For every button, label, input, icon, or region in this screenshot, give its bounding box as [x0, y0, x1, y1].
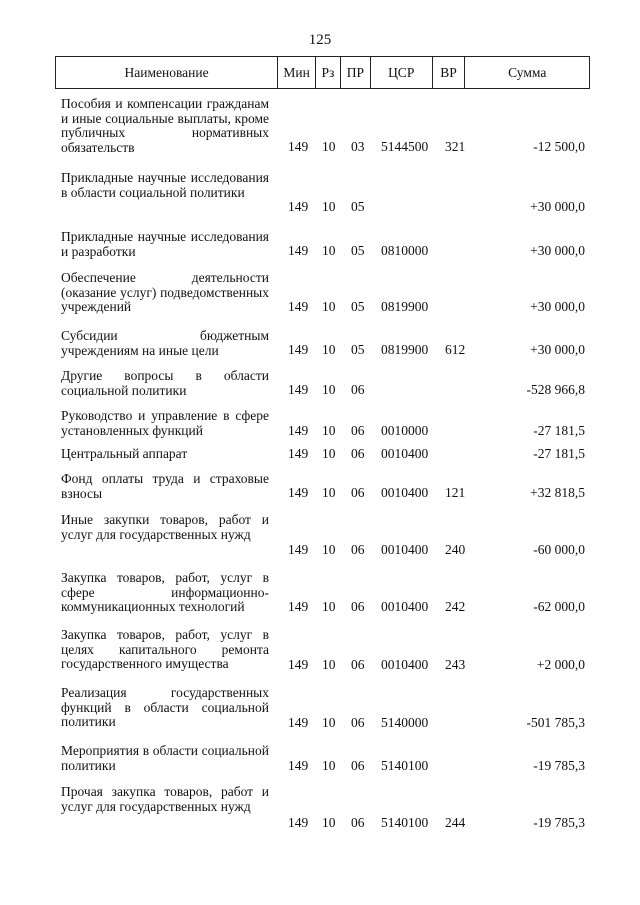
row-min: 149 [288, 715, 309, 731]
row-sum: -12 500,0 [533, 139, 585, 155]
row-sum: +30 000,0 [530, 243, 585, 259]
row-rz: 10 [322, 299, 336, 315]
row-pr: 06 [351, 599, 365, 615]
row-sum: -19 785,3 [533, 758, 585, 774]
row-rz: 10 [322, 446, 336, 462]
row-sum: -27 181,5 [533, 446, 585, 462]
header-csr: ЦСР [370, 57, 432, 88]
row-rz: 10 [322, 485, 336, 501]
row-pr: 06 [351, 485, 365, 501]
row-sum: +2 000,0 [536, 657, 585, 673]
row-min: 149 [288, 446, 309, 462]
row-vr: 243 [445, 657, 466, 673]
row-name: Прикладные научные исследования и разработки [61, 229, 269, 259]
header-sum: Сумма [464, 57, 589, 88]
row-vr: 612 [445, 342, 466, 358]
row-csr: 5144500 [381, 139, 429, 155]
table-row [0, 472, 640, 501]
row-sum: -27 181,5 [533, 423, 585, 439]
row-csr: 0010000 [381, 423, 429, 439]
row-rz: 10 [322, 715, 336, 731]
row-sum: -60 000,0 [533, 542, 585, 558]
row-min: 149 [288, 423, 309, 439]
row-name: Фонд оплаты труда и страховые взносы [61, 471, 269, 501]
row-name: Реализация государственных функций в области социальной политики [61, 685, 269, 730]
row-sum: -62 000,0 [533, 599, 585, 615]
row-name: Прочая закупка товаров, работ и услуг для государственных нужд [61, 784, 269, 814]
table-row [0, 369, 640, 398]
row-rz: 10 [322, 599, 336, 615]
row-csr: 0010400 [381, 599, 429, 615]
row-sum: +30 000,0 [530, 299, 585, 315]
row-sum: +30 000,0 [530, 342, 585, 358]
row-csr: 0819900 [381, 299, 429, 315]
row-min: 149 [288, 199, 309, 215]
row-name: Закупка товаров, работ, услуг в сфере информационно-коммуникационных технологий [61, 570, 269, 615]
row-min: 149 [288, 243, 309, 259]
row-name: Другие вопросы в области социальной политики [61, 368, 269, 398]
row-rz: 10 [322, 243, 336, 259]
table-row [0, 744, 640, 774]
header-min: Мин [277, 57, 315, 88]
row-name: Прикладные научные исследования в области социальной политики [61, 170, 269, 200]
row-name: Обеспечение деятельности (оказание услуг) подведомственных учреждений [61, 270, 269, 315]
row-rz: 10 [322, 657, 336, 673]
row-min: 149 [288, 542, 309, 558]
row-csr: 0010400 [381, 542, 429, 558]
table-row [0, 785, 640, 831]
row-name: Пособия и компенсации гражданам и иные социальные выплаты, кроме публичных нормативных обязательств [61, 96, 269, 155]
row-pr: 06 [351, 758, 365, 774]
row-name: Центральный аппарат [61, 446, 188, 461]
row-vr: 240 [445, 542, 466, 558]
table-row [0, 329, 640, 358]
row-name: Мероприятия в области социальной политики [61, 743, 269, 773]
row-name: Субсидии бюджетным учреждениям на иные цели [61, 328, 269, 358]
row-pr: 06 [351, 542, 365, 558]
row-sum: -501 785,3 [526, 715, 585, 731]
row-name: Руководство и управление в сфере установленных функций [61, 408, 269, 438]
row-pr: 05 [351, 342, 365, 358]
header-pr: ПР [340, 57, 370, 88]
row-pr: 05 [351, 299, 365, 315]
row-min: 149 [288, 657, 309, 673]
row-min: 149 [288, 342, 309, 358]
row-vr: 321 [445, 139, 466, 155]
table-row [0, 171, 640, 215]
row-pr: 06 [351, 715, 365, 731]
row-pr: 06 [351, 423, 365, 439]
page-number: 125 [308, 32, 332, 48]
row-sum: -528 966,8 [526, 382, 585, 398]
row-min: 149 [288, 139, 309, 155]
row-rz: 10 [322, 139, 336, 155]
row-min: 149 [288, 485, 309, 501]
row-min: 149 [288, 815, 309, 831]
header-name: Наименование [124, 64, 209, 80]
row-sum: +30 000,0 [530, 199, 585, 215]
row-rz: 10 [322, 423, 336, 439]
row-csr: 0010400 [381, 485, 429, 501]
row-rz: 10 [322, 815, 336, 831]
row-rz: 10 [322, 199, 336, 215]
row-name: Закупка товаров, работ, услуг в целях капитального ремонта государственного имущества [61, 627, 269, 672]
row-min: 149 [288, 758, 309, 774]
header-vr: ВР [432, 57, 465, 88]
row-vr: 242 [445, 599, 466, 615]
row-pr: 03 [351, 139, 365, 155]
row-sum: -19 785,3 [533, 815, 585, 831]
table-row [0, 409, 640, 439]
row-sum: +32 818,5 [530, 485, 585, 501]
table-row [0, 447, 640, 462]
row-csr: 0810000 [381, 243, 429, 259]
table-row [0, 513, 640, 558]
row-rz: 10 [322, 542, 336, 558]
row-rz: 10 [322, 758, 336, 774]
header-rz: Рз [315, 57, 340, 88]
row-csr: 5140100 [381, 815, 429, 831]
row-pr: 06 [351, 657, 365, 673]
row-vr: 121 [445, 485, 466, 501]
table-row [0, 628, 640, 673]
row-rz: 10 [322, 382, 336, 398]
row-min: 149 [288, 299, 309, 315]
row-csr: 5140000 [381, 715, 429, 731]
row-pr: 06 [351, 815, 365, 831]
row-pr: 06 [351, 382, 365, 398]
table-header [55, 56, 590, 89]
row-csr: 0010400 [381, 657, 429, 673]
row-pr: 05 [351, 199, 365, 215]
table-row [0, 230, 640, 259]
row-pr: 06 [351, 446, 365, 462]
table-row [0, 686, 640, 731]
row-rz: 10 [322, 342, 336, 358]
row-csr: 0010400 [381, 446, 429, 462]
row-csr: 0819900 [381, 342, 429, 358]
table-row [0, 571, 640, 615]
row-min: 149 [288, 599, 309, 615]
row-min: 149 [288, 382, 309, 398]
row-csr: 5140100 [381, 758, 429, 774]
table-row [0, 271, 640, 315]
table-row [0, 97, 640, 155]
row-vr: 244 [445, 815, 466, 831]
row-name: Иные закупки товаров, работ и услуг для государственных нужд [61, 512, 269, 542]
row-pr: 05 [351, 243, 365, 259]
